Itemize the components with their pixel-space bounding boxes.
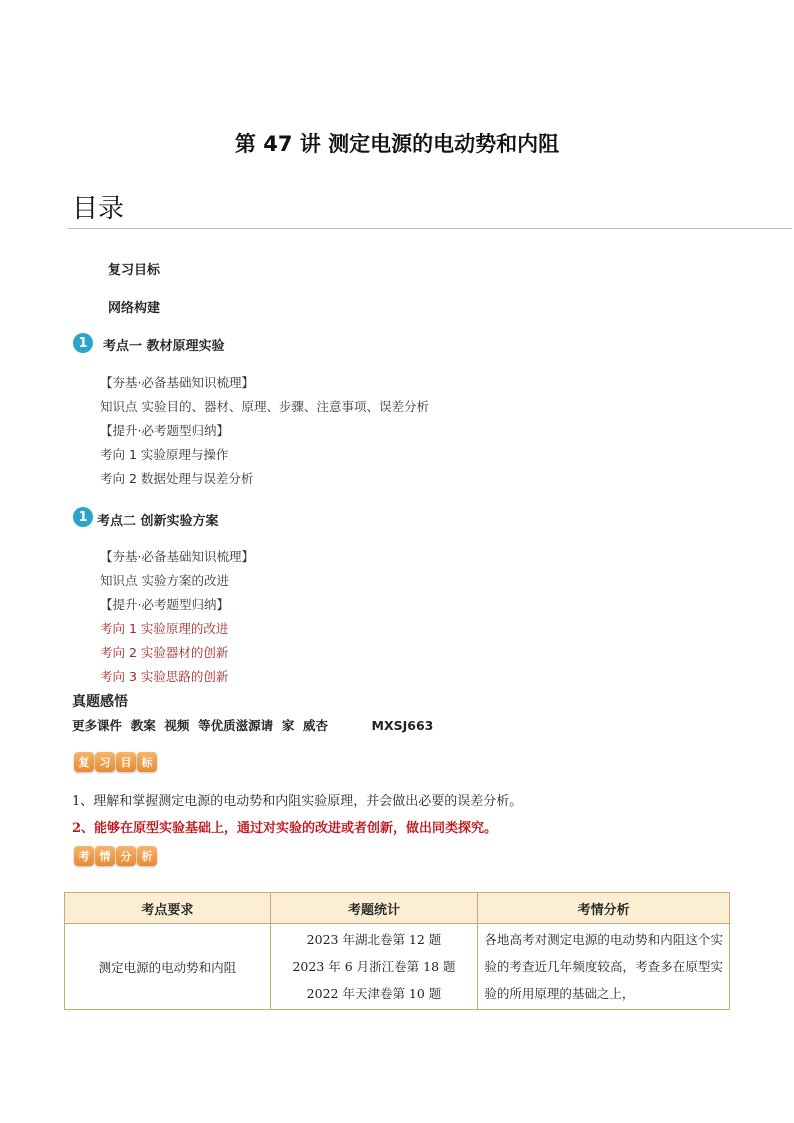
promo-text: 更多课件 教案 视频 等优质滋源请 家 威杏 MXSJ663 bbox=[72, 718, 434, 733]
section-header-review-goal bbox=[74, 752, 157, 772]
section-header-char: 目 bbox=[116, 752, 136, 772]
toc-item-network[interactable]: 网络构建 bbox=[108, 301, 161, 316]
toc-item-real-exam[interactable]: 真题感悟 bbox=[72, 694, 128, 710]
section-header-char: 考 bbox=[74, 846, 94, 866]
toc-divider bbox=[68, 228, 792, 229]
toc-subitem[interactable]: 知识点 实验目的、器材、原理、步骤、注意事项、误差分析 bbox=[100, 399, 429, 414]
section-header-char: 情 bbox=[95, 846, 115, 866]
toc-item-point1[interactable]: 考点一 教材原理实验 bbox=[103, 339, 225, 354]
toc-item-review-goal[interactable]: 复习目标 bbox=[108, 263, 161, 278]
page-title: 第 47 讲 测定电源的电动势和内阻 bbox=[234, 132, 560, 156]
toc-subitem[interactable]: 【夯基·必备基础知识梳理】 bbox=[100, 375, 254, 390]
toc-subitem[interactable]: 考向 2 实验器材的创新 bbox=[100, 645, 229, 660]
goal-2: 2、能够在原型实验基础上，通过对实验的改进或者创新，做出同类探究。 bbox=[72, 821, 498, 836]
exam-analysis-table bbox=[64, 892, 730, 1010]
number-badge-icon: 1 bbox=[73, 333, 93, 353]
table-cell-requirement: 测定电源的电动势和内阻 bbox=[65, 924, 271, 1010]
number-badge-icon: 1 bbox=[73, 507, 93, 527]
toc-subitem[interactable]: 【提升·必考题型归纳】 bbox=[100, 597, 229, 612]
toc-item-point2[interactable]: 考点二 创新实验方案 bbox=[97, 514, 219, 529]
toc-heading: 目录 bbox=[72, 194, 125, 224]
section-header-char: 复 bbox=[74, 752, 94, 772]
table-cell-stats bbox=[270, 924, 478, 1010]
section-header-char: 析 bbox=[137, 846, 157, 866]
table-header-row bbox=[65, 893, 730, 924]
table-header-cell: 考题统计 bbox=[270, 893, 478, 924]
stat-line: 2023 年 6 月浙江卷第 18 题 bbox=[292, 959, 456, 974]
toc-subitem[interactable]: 【夯基·必备基础知识梳理】 bbox=[100, 549, 254, 564]
toc-subitem[interactable]: 【提升·必考题型归纳】 bbox=[100, 423, 229, 438]
section-header-char: 习 bbox=[95, 752, 115, 772]
stat-line: 2023 年湖北卷第 12 题 bbox=[306, 932, 442, 947]
toc-subitem[interactable]: 知识点 实验方案的改进 bbox=[100, 573, 229, 588]
goal-1: 1、理解和掌握测定电源的电动势和内阻实验原理，并会做出必要的误差分析。 bbox=[72, 794, 523, 809]
toc-subitem[interactable]: 考向 3 实验思路的创新 bbox=[100, 669, 229, 684]
section-header-analysis bbox=[74, 846, 157, 866]
table-row bbox=[65, 924, 730, 1010]
toc-subitem[interactable]: 考向 2 数据处理与误差分析 bbox=[100, 471, 254, 486]
table-header-cell: 考点要求 bbox=[65, 893, 271, 924]
toc-subitem[interactable]: 考向 1 实验原理的改进 bbox=[100, 621, 229, 636]
toc-subitem[interactable]: 考向 1 实验原理与操作 bbox=[100, 447, 229, 462]
table-cell-analysis: 各地高考对测定电源的电动势和内阻这个实验的考查近几年频度较高，考查多在原型实验的所用原理的基础之上， bbox=[478, 924, 730, 1010]
section-header-char: 标 bbox=[137, 752, 157, 772]
section-header-char: 分 bbox=[116, 846, 136, 866]
stat-line: 2022 年天津卷第 10 题 bbox=[306, 986, 442, 1001]
table-header-cell: 考情分析 bbox=[478, 893, 730, 924]
